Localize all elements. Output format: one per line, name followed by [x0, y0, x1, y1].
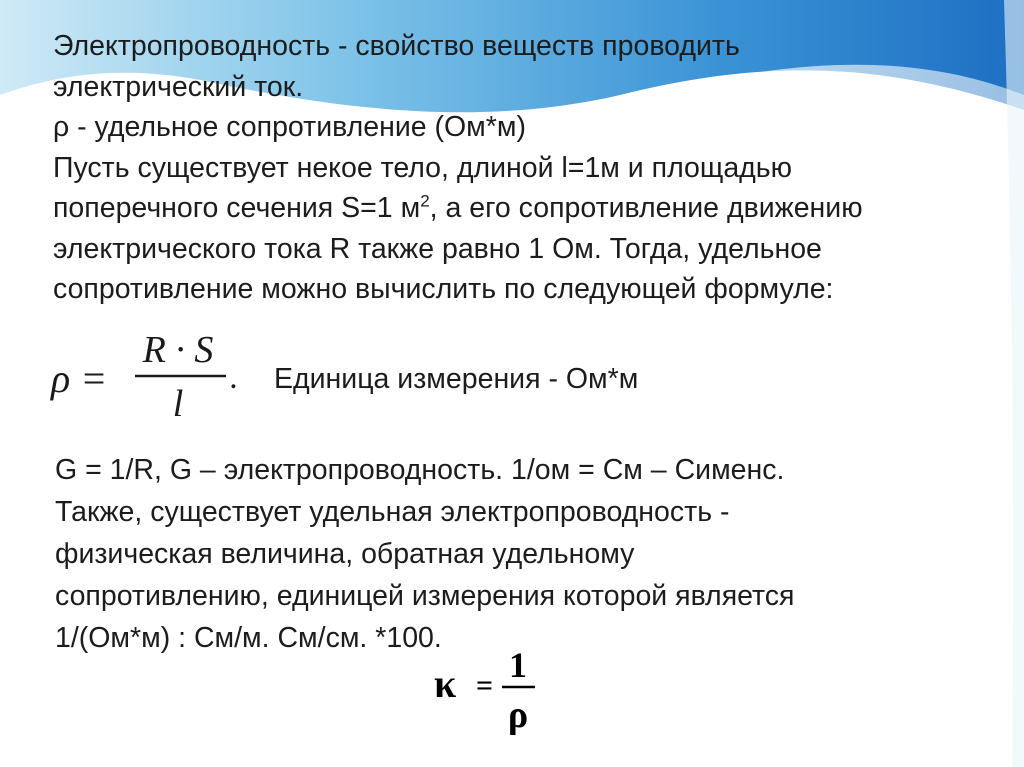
resistivity-formula	[45, 322, 245, 422]
text-line: физическая величина, обратная удельному	[55, 538, 635, 570]
formula-numerator: R · S	[142, 329, 214, 371]
conductivity-text	[55, 449, 794, 659]
text-line: электрический ток.	[53, 70, 304, 103]
text-line: 1/(Ом*м) : См/м. См/см. *100.	[55, 622, 442, 654]
text-line: электрического тока R также равно 1 Ом. Тогда, удельное	[53, 232, 822, 265]
text-line	[53, 188, 863, 229]
formula-equals: =	[476, 669, 494, 702]
text-fragment: поперечного сечения S=1 м	[53, 192, 421, 224]
text-line: G = 1/R, G – электропроводность. 1/ом = См – Сименс.	[55, 454, 785, 486]
formula-numerator: 1	[509, 645, 527, 685]
unit-label: Единица измерения - Ом*м	[274, 363, 639, 395]
text-line: Также, существует удельная электропроводность -	[55, 496, 730, 528]
text-line: сопротивление можно вычислить по следующей формуле:	[53, 273, 834, 305]
formula-lhs: κ	[434, 661, 457, 706]
superscript: 2	[420, 191, 430, 211]
conductivity-formula	[432, 643, 542, 738]
text-line: сопротивлению, единицей измерения которой является	[55, 580, 795, 612]
definition-text	[53, 26, 863, 310]
text-line: ρ - удельное сопротивление (Ом*м)	[53, 111, 526, 143]
formula-lhs: ρ =	[51, 356, 108, 401]
formula-tail: .	[230, 359, 239, 396]
text-fragment: , а его сопротивление движению	[429, 192, 863, 224]
text-line: Пусть существует некое тело, длиной l=1м и площадью	[53, 151, 793, 184]
text-line: Электропроводность - свойство веществ проводить	[53, 30, 740, 62]
formula-denominator: l	[172, 383, 184, 422]
formula-denominator: ρ	[507, 694, 529, 736]
